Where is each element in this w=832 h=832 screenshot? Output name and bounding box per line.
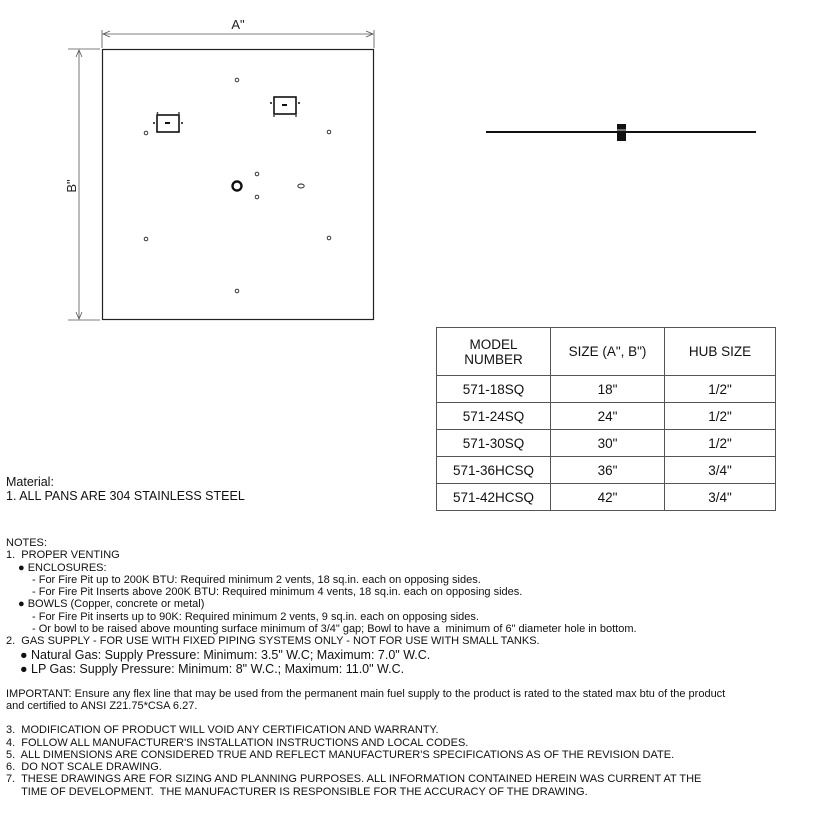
hole (255, 195, 259, 199)
hole (235, 78, 239, 82)
cell-model: 571-30SQ (437, 430, 551, 457)
pan-outline (103, 50, 374, 320)
table-row (437, 484, 776, 511)
table-header-row (437, 328, 776, 376)
cell-model: 571-24SQ (437, 403, 551, 430)
note-bowls-b: - Or bowl to be raised above mounting surface minimum of 3/4" gap; Bowl to have a minimum of 6" diameter hole in bottom. (32, 623, 637, 636)
note-7b: TIME OF DEVELOPMENT. THE MANUFACTURER IS RESPONSIBLE FOR THE ACCURACY OF THE DRAWING. (6, 785, 588, 798)
hole (327, 130, 331, 134)
note-7a: 7. THESE DRAWINGS ARE FOR SIZING AND PLANNING PURPOSES. ALL INFORMATION CONTAINED HEREIN WAS CURRENT AT THE (6, 773, 702, 786)
dimension-b-label: B" (64, 179, 79, 193)
table-row (437, 430, 776, 457)
cell-hub: 3/4" (665, 457, 776, 484)
dimension-a (102, 30, 374, 48)
table-row (437, 403, 776, 430)
model-size-table (436, 327, 776, 511)
note-1: 1. PROPER VENTING (6, 549, 120, 562)
hole (327, 236, 331, 240)
material-line: 1. ALL PANS ARE 304 STAINLESS STEEL (6, 489, 245, 503)
note-natural-gas: ● Natural Gas: Supply Pressure: Minimum: 3.5" W.C; Maximum: 7.0" W.C. (20, 647, 431, 662)
hole (255, 172, 259, 176)
material-section (6, 475, 245, 503)
cell-model: 571-36HCSQ (437, 457, 551, 484)
note-lp-gas: ● LP Gas: Supply Pressure: Minimum: 8" W.C.; Maximum: 11.0" W.C. (20, 661, 405, 676)
cell-size: 18" (551, 376, 665, 403)
cell-model: 571-18SQ (437, 376, 551, 403)
hub-hole (233, 182, 242, 191)
note-enclosures-b: - For Fire Pit Inserts above 200K BTU: Required minimum 4 vents, 18 sq.in. each on opposing sides. (32, 586, 523, 599)
pan-side-view (486, 124, 756, 141)
hole (144, 237, 148, 241)
cell-size: 42" (551, 484, 665, 511)
note-enclosures: ● ENCLOSURES: (18, 561, 107, 574)
table-row (437, 376, 776, 403)
header-hub-size: HUB SIZE (665, 328, 776, 376)
material-heading: Material: (6, 475, 54, 489)
cell-hub: 1/2" (665, 430, 776, 457)
note-3: 3. MODIFICATION OF PRODUCT WILL VOID ANY CERTIFICATION AND WARRANTY. (6, 724, 439, 737)
bracket-left (153, 112, 183, 132)
cell-hub: 3/4" (665, 484, 776, 511)
note-bowls-a: - For Fire Pit inserts up to 90K: Required minimum 2 vents, 9 sq.in. each on opposing sides. (32, 610, 479, 623)
header-label: MODEL NUMBER (464, 336, 523, 367)
hole (235, 289, 239, 293)
cell-hub: 1/2" (665, 403, 776, 430)
note-2: 2. GAS SUPPLY - FOR USE WITH FIXED PIPING SYSTEMS ONLY - NOT FOR USE WITH SMALL TANKS. (6, 635, 540, 648)
dimension-a-label: A" (231, 17, 245, 32)
cell-model: 571-42HCSQ (437, 484, 551, 511)
table-row (437, 457, 776, 484)
notes-section (6, 537, 826, 798)
bracket-right (270, 97, 300, 117)
note-enclosures-a: - For Fire Pit up to 200K BTU: Required minimum 2 vents, 18 sq.in. each on opposing sides. (32, 573, 481, 586)
cell-size: 24" (551, 403, 665, 430)
mounting-holes (144, 78, 331, 293)
pan-drawing (0, 0, 832, 330)
note-important-2: and certified to ANSI Z21.75*CSA 6.27. (6, 699, 198, 712)
header-size: SIZE (A", B") (551, 328, 665, 376)
cell-size: 30" (551, 430, 665, 457)
note-6: 6. DO NOT SCALE DRAWING. (6, 761, 162, 774)
note-5: 5. ALL DIMENSIONS ARE CONSIDERED TRUE AND REFLECT MANUFACTURER'S SPECIFICATIONS AS OF THE REVISION DATE. (6, 748, 675, 761)
hole (144, 131, 148, 135)
note-4: 4. FOLLOW ALL MANUFACTURER'S INSTALLATION INSTRUCTIONS AND LOCAL CODES. (6, 736, 469, 749)
cell-size: 36" (551, 457, 665, 484)
slot-hole (298, 184, 304, 188)
header-model-number (437, 328, 551, 376)
cell-hub: 1/2" (665, 376, 776, 403)
note-bowls: ● BOWLS (Copper, concrete or metal) (18, 598, 205, 611)
notes-heading: NOTES: (6, 537, 47, 549)
note-important-1: IMPORTANT: Ensure any flex line that may be used from the permanent main fuel supply to the product is rated to the stated max btu of the product (6, 687, 726, 700)
